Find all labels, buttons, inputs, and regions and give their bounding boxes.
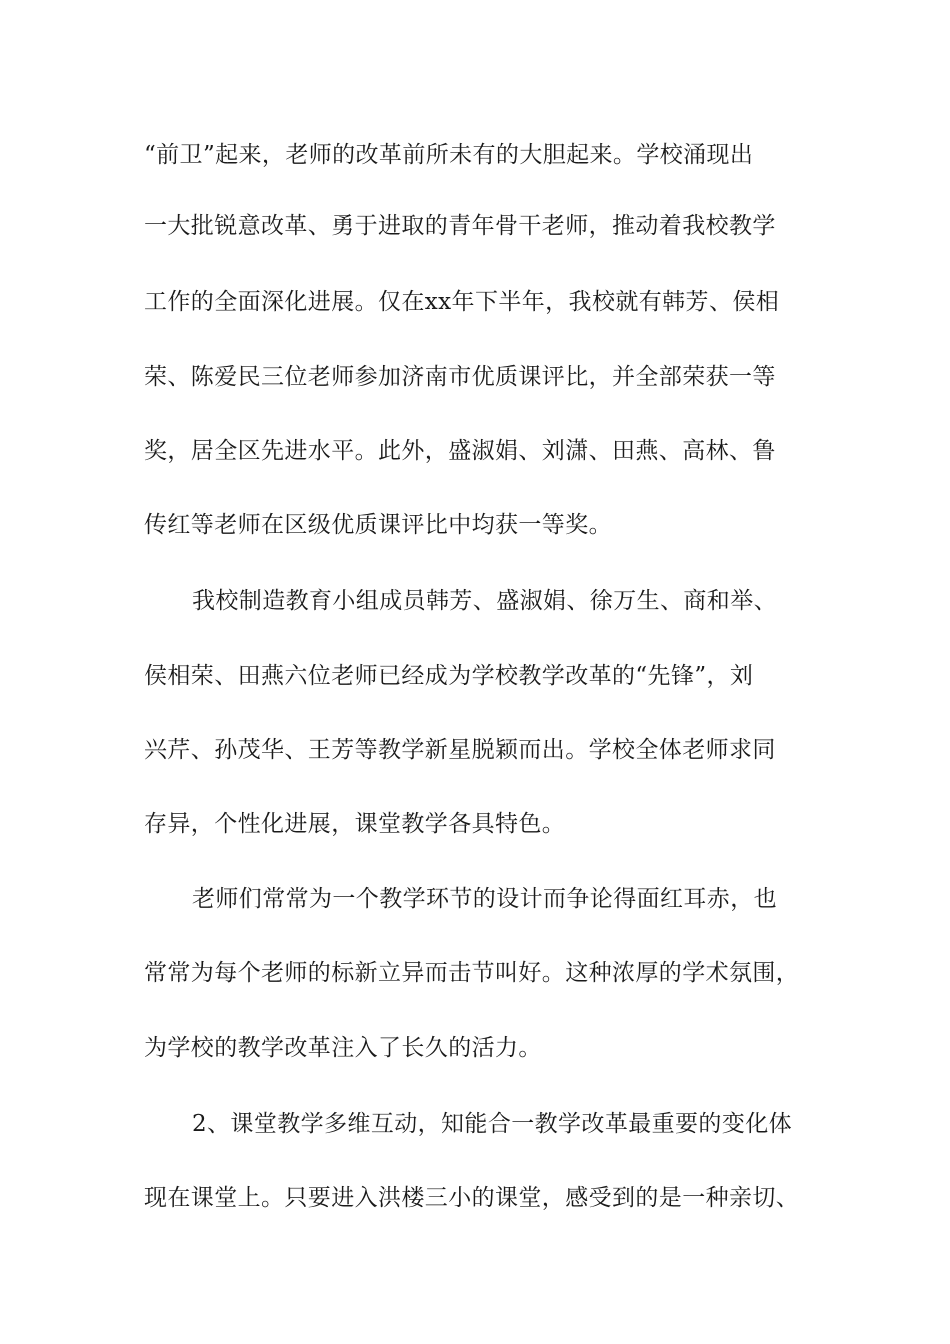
paragraph-first-line: 2、课堂教学多维互动，知能合一教学改革最重要的变化体 [192, 1111, 793, 1137]
text-line: 荣、陈爱民三位老师参加济南市优质课评比，并全部荣获一等 [144, 364, 776, 390]
text-line: 常常为每个老师的标新立异而击节叫好。这种浓厚的学术氛围， [144, 960, 800, 986]
text-line: 一大批锐意改革、勇于进取的青年骨干老师，推动着我校教学 [144, 213, 776, 239]
text-line: 存异，个性化进展，课堂教学各具特色。 [144, 811, 566, 837]
text-line: 兴芹、孙茂华、王芳等教学新星脱颖而出。学校全体老师求同 [144, 737, 776, 763]
text-line: 传红等老师在区级优质课评比中均获一等奖。 [144, 512, 612, 538]
paragraph-first-line: 老师们常常为一个教学环节的设计而争论得面红耳赤，也 [192, 886, 777, 912]
text-line: 奖，居全区先进水平。此外，盛淑娟、刘潇、田燕、高林、鲁 [144, 438, 776, 464]
text-line: 工作的全面深化进展。仅在xx年下半年，我校就有韩芳、侯相 [144, 289, 780, 315]
text-line: 为学校的教学改革注入了长久的活力。 [144, 1035, 542, 1061]
text-line: 侯相荣、田燕六位老师已经成为学校教学改革的“先锋”，刘 [144, 663, 754, 689]
text-line: 现在课堂上。只要进入洪楼三小的课堂，感受到的是一种亲切、 [144, 1185, 800, 1211]
paragraph-first-line: 我校制造教育小组成员韩芳、盛淑娟、徐万生、商和举、 [192, 588, 777, 614]
text-line: “前卫”起来，老师的改革前所未有的大胆起来。学校涌现出 [144, 142, 754, 168]
